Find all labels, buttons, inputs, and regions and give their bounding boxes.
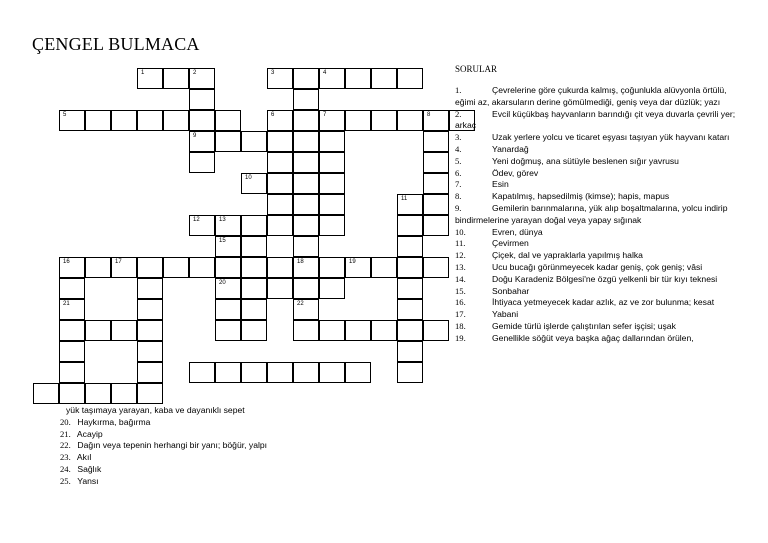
crossword-cell[interactable] (319, 362, 345, 383)
question-number: 17. (455, 309, 466, 320)
crossword-cell[interactable] (59, 278, 85, 299)
crossword-cell[interactable] (423, 173, 449, 194)
clue-number: 8 (427, 112, 431, 118)
crossword-cell[interactable] (267, 173, 293, 194)
crossword-cell[interactable] (215, 257, 241, 278)
question-text: Haykırma, bağırma (77, 416, 151, 427)
clue-number: 20 (219, 280, 226, 286)
crossword-cell[interactable] (423, 320, 449, 341)
clue-number: 2 (193, 70, 197, 76)
question-item (455, 309, 745, 321)
crossword-cell[interactable] (319, 152, 345, 173)
question-text: Genellikle söğüt veya başka ağaç dallarından örülen, (492, 332, 694, 343)
question-number: 2. (455, 108, 462, 119)
crossword-cell[interactable] (397, 215, 423, 236)
crossword-cell[interactable] (85, 257, 111, 278)
crossword-cell[interactable] (345, 320, 371, 341)
crossword-cell[interactable] (267, 68, 293, 89)
crossword-cell[interactable] (163, 68, 189, 89)
crossword-cell[interactable] (111, 383, 137, 404)
crossword-cell[interactable] (423, 110, 449, 131)
crossword-cell[interactable] (215, 110, 241, 131)
crossword-cell[interactable] (397, 257, 423, 278)
question-text: İhtiyaca yetmeyecek kadar azlık, az ve zor bulunma; kesat (492, 297, 715, 308)
crossword-cell[interactable] (345, 257, 371, 278)
crossword-cell[interactable] (371, 110, 397, 131)
question-item (60, 464, 360, 476)
crossword-cell[interactable] (267, 278, 293, 299)
crossword-cell[interactable] (137, 362, 163, 383)
question-number: 20. (60, 416, 71, 427)
question-number: 10. (455, 226, 466, 237)
crossword-cell[interactable] (293, 131, 319, 152)
crossword-cell[interactable] (319, 257, 345, 278)
crossword-cell[interactable] (241, 173, 267, 194)
question-text: Kapatılmış, hapsedilmiş (kimse); hapis, mapus (492, 191, 670, 202)
crossword-cell[interactable] (59, 110, 85, 131)
question-number: 21. (60, 428, 71, 439)
question-number: 18. (455, 320, 466, 331)
question-item (455, 191, 745, 203)
crossword-cell[interactable] (319, 278, 345, 299)
clue-number: 18 (297, 259, 304, 265)
question-text: Akıl (76, 452, 92, 463)
crossword-cell[interactable] (345, 110, 371, 131)
crossword-cell[interactable] (293, 299, 319, 320)
crossword-cell[interactable] (163, 110, 189, 131)
crossword-cell[interactable] (189, 110, 215, 131)
crossword-cell[interactable] (397, 110, 423, 131)
crossword-cell[interactable] (293, 236, 319, 257)
question-number: 11. (455, 238, 466, 249)
question-text: Çevirmen (492, 238, 529, 249)
crossword-cell[interactable] (189, 68, 215, 89)
question-item (455, 333, 745, 345)
crossword-cell[interactable] (241, 215, 267, 236)
crossword-cell[interactable] (241, 278, 267, 299)
crossword-cell[interactable] (293, 173, 319, 194)
crossword-cell[interactable] (189, 89, 215, 110)
question-item (455, 250, 745, 262)
crossword-cell[interactable] (267, 152, 293, 173)
crossword-cell[interactable] (319, 131, 345, 152)
crossword-cell[interactable] (241, 257, 267, 278)
question-text: Dağın veya tepenin herhangi bir yanı; böğür, yalpı (77, 440, 268, 451)
crossword-cell[interactable] (293, 215, 319, 236)
question-number: 3. (455, 132, 462, 143)
clue-number: 7 (323, 112, 327, 118)
crossword-cell[interactable] (241, 236, 267, 257)
question-text: Esin (492, 179, 509, 190)
crossword-cell[interactable] (215, 320, 241, 341)
crossword-cell[interactable] (293, 257, 319, 278)
question-item (455, 297, 745, 309)
clue-number: 12 (193, 217, 200, 223)
crossword-cell[interactable] (267, 194, 293, 215)
crossword-cell[interactable] (371, 257, 397, 278)
question-number: 14. (455, 273, 466, 284)
crossword-cell[interactable] (85, 383, 111, 404)
question-19-continuation: yük taşımaya yarayan, kaba ve dayanıklı sepet (66, 405, 245, 415)
crossword-cell[interactable] (319, 194, 345, 215)
crossword-cell[interactable] (319, 173, 345, 194)
question-number: 16. (455, 297, 466, 308)
crossword-cell[interactable] (137, 68, 163, 89)
crossword-cell[interactable] (241, 362, 267, 383)
crossword-cell[interactable] (397, 68, 423, 89)
crossword-cell[interactable] (345, 68, 371, 89)
crossword-cell[interactable] (137, 341, 163, 362)
crossword-cell[interactable] (215, 362, 241, 383)
crossword-cell[interactable] (345, 362, 371, 383)
question-item (455, 238, 745, 250)
question-number: 15. (455, 285, 466, 296)
question-number: 1. (455, 85, 462, 95)
crossword-cell[interactable] (397, 320, 423, 341)
clue-number: 3 (271, 70, 275, 76)
question-text: Sonbahar (492, 285, 530, 296)
clue-number: 17 (115, 259, 122, 265)
question-item (455, 274, 745, 286)
clue-number: 5 (63, 112, 67, 118)
crossword-cell[interactable] (397, 362, 423, 383)
crossword-cell[interactable] (137, 383, 163, 404)
crossword-cell[interactable] (111, 257, 137, 278)
crossword-cell[interactable] (293, 362, 319, 383)
question-number: 12. (455, 250, 466, 261)
crossword-cell[interactable] (59, 320, 85, 341)
question-number: 4. (455, 143, 462, 154)
clue-number: 6 (271, 112, 275, 118)
question-number: 24. (60, 463, 71, 474)
question-text: Ucu bucağı görünmeyecek kadar geniş, çok geniş; vâsi (492, 261, 703, 272)
crossword-cell[interactable] (189, 152, 215, 173)
crossword-cell[interactable] (137, 320, 163, 341)
clue-number: 4 (323, 70, 327, 76)
clue-number: 13 (219, 217, 226, 223)
crossword-cell[interactable] (267, 257, 293, 278)
crossword-cell[interactable] (215, 131, 241, 152)
crossword-cell[interactable] (189, 215, 215, 236)
crossword-cell[interactable] (59, 383, 85, 404)
question-text: Gemilerin barınmalarına, yük alıp boşaltmalarına, yolcu indirip bindirmelerine yarayan doğal veya yapay sığınak (455, 202, 728, 225)
question-item (455, 109, 745, 133)
clue-number: 15 (219, 238, 226, 244)
question-item (455, 203, 745, 227)
crossword-cell[interactable] (137, 278, 163, 299)
crossword-cell[interactable] (397, 299, 423, 320)
question-number: 6. (455, 167, 462, 178)
question-item (455, 85, 745, 109)
crossword-cell[interactable] (59, 341, 85, 362)
question-item (455, 227, 745, 239)
question-item (455, 144, 745, 156)
crossword-cell[interactable] (111, 320, 137, 341)
clue-number: 1 (141, 70, 145, 76)
crossword-cell[interactable] (85, 110, 111, 131)
crossword-cell[interactable] (241, 299, 267, 320)
question-text: Gemide türlü işlerde çalıştırılan sefer işçisi; uşak (492, 320, 676, 331)
question-number: 9. (455, 202, 462, 213)
crossword-cell[interactable] (293, 320, 319, 341)
crossword-cell[interactable] (267, 131, 293, 152)
question-text: Evren, dünya (492, 226, 543, 237)
crossword-cell[interactable] (59, 362, 85, 383)
crossword-cell[interactable] (189, 362, 215, 383)
question-number: 7. (455, 179, 462, 190)
crossword-cell[interactable] (33, 383, 59, 404)
clue-number: 9 (193, 133, 197, 139)
question-text: Sağlık (77, 463, 102, 474)
question-text: Çevrelerine göre çukurda kalmış, çoğunlukla alüvyonla örtülü, eğimi az, akarsuların derine gömülmediği, geniş veya dar düzlük; yazı (455, 85, 727, 107)
crossword-cell[interactable] (319, 68, 345, 89)
crossword-cell[interactable] (397, 341, 423, 362)
question-text: Yanardağ (492, 143, 529, 154)
question-item (455, 168, 745, 180)
crossword-cell[interactable] (111, 110, 137, 131)
question-item (60, 429, 360, 441)
question-number: 5. (455, 155, 462, 166)
question-number: 8. (455, 191, 462, 202)
crossword-cell[interactable] (293, 110, 319, 131)
crossword-cell[interactable] (397, 278, 423, 299)
question-item (60, 440, 360, 452)
crossword-cell[interactable] (293, 89, 319, 110)
question-text: Evcil küçükbaş hayvanların barındığı çit veya duvarla çevrili yer; arkaç (455, 108, 736, 131)
clue-number: 22 (297, 301, 304, 307)
crossword-cell[interactable] (267, 110, 293, 131)
question-item (60, 452, 360, 464)
crossword-cell[interactable] (215, 299, 241, 320)
question-number: 22. (60, 440, 71, 451)
crossword-cell[interactable] (137, 299, 163, 320)
question-text: Yansı (77, 475, 99, 486)
crossword-cell[interactable] (189, 131, 215, 152)
question-item (455, 156, 745, 168)
question-text: Çiçek, dal ve yapraklarla yapılmış halka (492, 250, 643, 261)
crossword-cell[interactable] (241, 131, 267, 152)
crossword-cell[interactable] (293, 68, 319, 89)
crossword-cell[interactable] (293, 194, 319, 215)
crossword-cell[interactable] (423, 257, 449, 278)
question-text: Ödev, görev (492, 167, 539, 178)
clue-number: 10 (245, 175, 252, 181)
clue-number: 16 (63, 259, 70, 265)
question-number: 13. (455, 261, 466, 272)
question-item (60, 417, 360, 429)
question-text: Yabani (492, 309, 519, 320)
question-number: 25. (60, 475, 71, 486)
crossword-cell[interactable] (423, 131, 449, 152)
question-text: Acayip (76, 428, 103, 439)
crossword-cell[interactable] (293, 152, 319, 173)
question-number: 19. (455, 332, 466, 343)
clue-number: 11 (401, 196, 408, 202)
questions-heading: SORULAR (455, 64, 498, 74)
question-number: 23. (60, 452, 71, 463)
page-title: ÇENGEL BULMACA (32, 34, 200, 54)
crossword-cell[interactable] (59, 299, 85, 320)
crossword-cell[interactable] (241, 320, 267, 341)
crossword-cell[interactable] (371, 68, 397, 89)
clue-number: 21 (63, 301, 70, 307)
crossword-cell[interactable] (319, 320, 345, 341)
crossword-cell[interactable] (267, 362, 293, 383)
question-text: Doğu Karadeniz Bölgesi'ne özgü yelkenli bir tür kıyı teknesi (492, 273, 718, 284)
crossword-cell[interactable] (371, 320, 397, 341)
question-item (60, 476, 360, 488)
crossword-cell[interactable] (215, 278, 241, 299)
crossword-cell[interactable] (267, 215, 293, 236)
questions-list (455, 85, 745, 345)
crossword-cell[interactable] (319, 215, 345, 236)
crossword-cell[interactable] (189, 257, 215, 278)
crossword-cell[interactable] (59, 257, 85, 278)
crossword-cell[interactable] (397, 236, 423, 257)
crossword-cell[interactable] (319, 110, 345, 131)
crossword-cell[interactable] (163, 257, 189, 278)
crossword-cell[interactable] (215, 215, 241, 236)
question-text: Yeni doğmuş, ana sütüyle beslenen sığır yavrusu (492, 155, 679, 166)
crossword-cell[interactable] (423, 194, 449, 215)
question-text: Uzak yerlere yolcu ve ticaret eşyası taşıyan yük hayvanı katarı (492, 132, 730, 143)
clue-number: 19 (349, 259, 356, 265)
questions-continued (60, 405, 360, 488)
question-item (455, 286, 745, 298)
crossword-cell[interactable] (85, 320, 111, 341)
question-item (455, 179, 745, 191)
crossword-cell[interactable] (215, 236, 241, 257)
crossword-cell[interactable] (137, 257, 163, 278)
question-item (455, 262, 745, 274)
crossword-cell[interactable] (137, 110, 163, 131)
crossword-cell[interactable] (397, 194, 423, 215)
crossword-cell[interactable] (423, 215, 449, 236)
question-item (455, 321, 745, 333)
question-item (455, 132, 745, 144)
crossword-cell[interactable] (293, 278, 319, 299)
crossword-cell[interactable] (423, 152, 449, 173)
